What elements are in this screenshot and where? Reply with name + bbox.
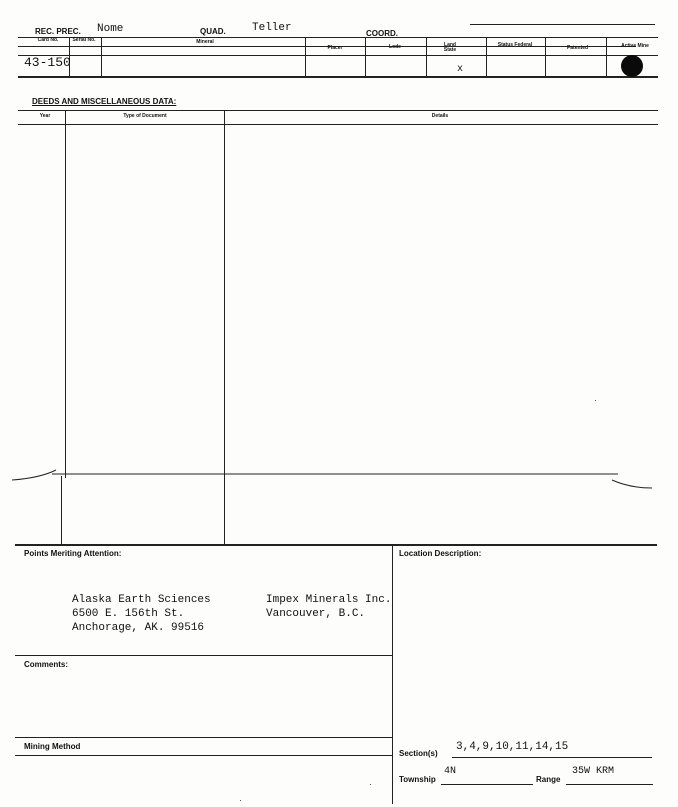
comments-label: Comments: <box>24 660 69 669</box>
coord-label: COORD. <box>366 29 398 38</box>
address-line: Alaska Earth Sciences <box>72 594 211 606</box>
col-divider <box>426 38 427 76</box>
sections-rule <box>452 757 652 758</box>
township-value: 4N <box>444 766 457 777</box>
card-no-value: 43-150 <box>24 55 71 70</box>
sections-label: Section(s) <box>399 749 438 758</box>
range-rule <box>566 784 653 785</box>
speck <box>595 400 596 401</box>
deeds-col-type: Type of Document <box>123 113 167 119</box>
col-patented: Patented <box>566 45 589 51</box>
range-value: 35W KRM <box>572 766 615 777</box>
rec-prec-value: Nome <box>97 23 124 35</box>
deeds-rule-top <box>18 110 658 111</box>
hole-punch <box>621 55 643 77</box>
col-divider <box>545 38 546 76</box>
col-serial-no: Serial No. <box>72 37 96 43</box>
address-line: Anchorage, AK. 99516 <box>72 622 205 634</box>
header-rule-lower <box>18 55 658 56</box>
location-label: Location Description: <box>399 549 482 558</box>
address-impex-minerals <box>266 593 391 621</box>
lower-rule-top <box>15 544 657 546</box>
address-alaska-earth-sciences <box>72 593 211 635</box>
col-divider <box>486 38 487 76</box>
col-divider <box>305 38 306 76</box>
speck <box>370 784 371 785</box>
rec-prec-label: REC. PREC. <box>35 27 81 36</box>
address-line: Vancouver, B.C. <box>266 608 366 620</box>
col-divider <box>101 38 102 76</box>
col-divider <box>606 38 607 76</box>
col-divider <box>365 38 366 76</box>
col-placer: Placer <box>327 45 343 51</box>
mining-method-rule-top <box>15 737 392 738</box>
col-card-no: Card No. <box>37 37 59 43</box>
points-label: Points Meriting Attention: <box>24 549 122 558</box>
col-mineral: Mineral <box>196 39 214 45</box>
land-state-mark: x <box>457 64 464 75</box>
township-label: Township <box>399 775 436 784</box>
fold-crease <box>0 466 678 494</box>
deeds-col-year: Year <box>39 113 51 119</box>
col-land-state: Land State <box>443 42 457 53</box>
range-label: Range <box>536 775 561 784</box>
col-lode: Lode <box>389 44 401 50</box>
address-line: 6500 E. 156th St. <box>72 608 185 620</box>
deeds-rule-header <box>18 124 658 125</box>
coord-top-rule <box>470 24 655 25</box>
township-rule <box>441 784 533 785</box>
col-status-federal: Status Federal <box>497 42 533 48</box>
quad-label: QUAD. <box>200 27 226 36</box>
header-rule-top <box>18 37 658 38</box>
deeds-divider-year <box>65 110 66 478</box>
mining-method-rule-bottom <box>15 755 392 756</box>
deeds-title: DEEDS AND MISCELLANEOUS DATA: <box>32 97 177 106</box>
col-active: Active Mine <box>621 43 649 49</box>
mining-method-label: Mining Method <box>24 742 81 751</box>
deeds-col-details: Details <box>431 113 449 119</box>
header-rule-bottom <box>18 76 658 78</box>
speck <box>240 800 241 801</box>
comments-rule <box>15 655 392 656</box>
lower-center-divider <box>392 544 393 804</box>
address-line: Impex Minerals Inc. <box>266 594 392 606</box>
quad-value: Teller <box>252 22 292 34</box>
sections-value: 3,4,9,10,11,14,15 <box>456 741 569 753</box>
